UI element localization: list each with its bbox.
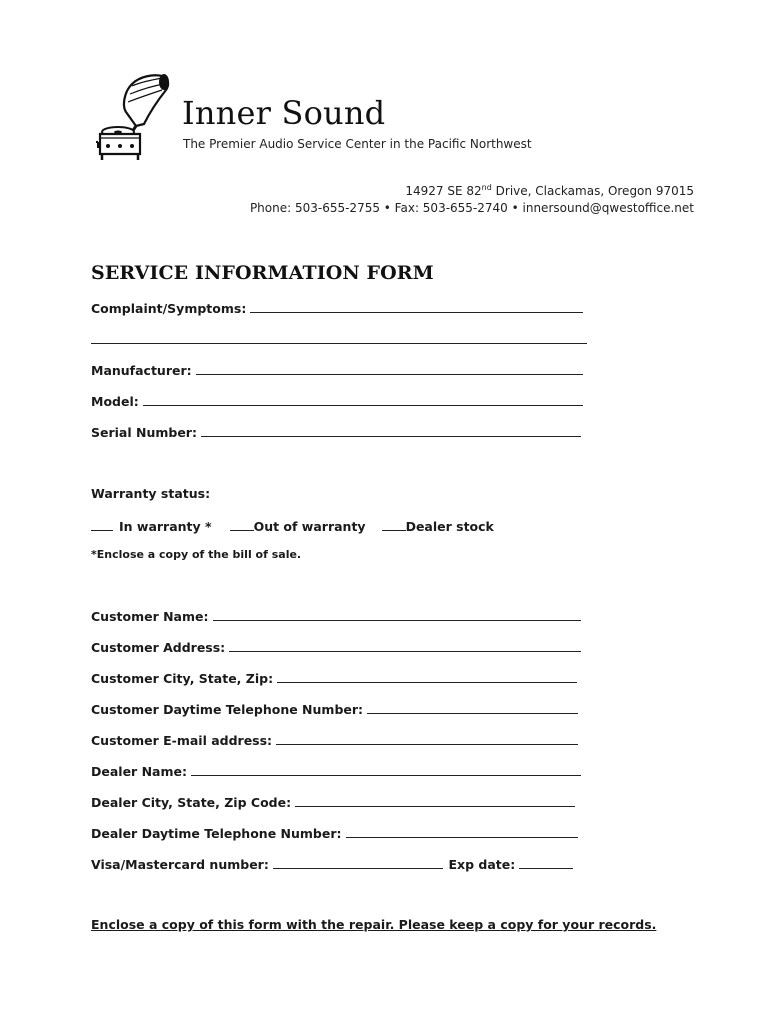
gramophone-icon <box>96 72 176 168</box>
customer-address-field[interactable] <box>91 637 581 655</box>
street-suffix: nd <box>481 183 492 192</box>
customer-address-label: Customer Address: <box>91 640 226 655</box>
brand-tagline: The Premier Audio Service Center in the Pacific Northwest <box>183 137 532 151</box>
dealer-city-label: Dealer City, State, Zip Code: <box>91 795 292 810</box>
card-number-label: Visa/Mastercard number: <box>91 857 269 872</box>
warranty-dealer-label: Dealer stock <box>405 519 494 534</box>
customer-name-line[interactable] <box>213 620 582 621</box>
customer-name-label: Customer Name: <box>91 609 209 624</box>
footer-instructions: Enclose a copy of this form with the repair. Please keep a copy for your records. <box>91 917 657 932</box>
customer-name-field[interactable] <box>91 606 581 624</box>
warranty-options <box>91 516 494 534</box>
customer-email-label: Customer E-mail address: <box>91 733 273 748</box>
manufacturer-field[interactable] <box>91 360 583 378</box>
serial-line[interactable] <box>201 436 581 437</box>
customer-city-label: Customer City, State, Zip: <box>91 671 274 686</box>
warranty-dealer-blank[interactable] <box>382 530 406 531</box>
dealer-phone-line[interactable] <box>346 837 578 838</box>
dealer-city-field[interactable] <box>91 792 575 810</box>
warranty-note: *Enclose a copy of the bill of sale. <box>91 548 302 561</box>
dealer-name-label: Dealer Name: <box>91 764 187 779</box>
serial-label: Serial Number: <box>91 425 197 440</box>
warranty-out-label: Out of warranty <box>253 519 366 534</box>
customer-phone-field[interactable] <box>91 699 578 717</box>
address-line <box>405 184 694 198</box>
warranty-in-blank[interactable] <box>91 530 113 531</box>
dealer-name-line[interactable] <box>191 775 581 776</box>
manufacturer-label: Manufacturer: <box>91 363 192 378</box>
model-field[interactable] <box>91 391 583 409</box>
serial-field[interactable] <box>91 422 581 440</box>
warranty-heading: Warranty status: <box>91 486 211 501</box>
exp-date-line[interactable] <box>519 868 573 869</box>
street-number: 14927 SE 82 <box>405 184 482 198</box>
warranty-out-blank[interactable] <box>230 530 254 531</box>
customer-email-line[interactable] <box>276 744 578 745</box>
model-label: Model: <box>91 394 139 409</box>
warranty-in-label: In warranty * <box>119 519 212 534</box>
customer-address-line[interactable] <box>229 651 581 652</box>
complaint-line-2[interactable] <box>91 343 587 344</box>
manufacturer-line[interactable] <box>196 374 583 375</box>
dealer-name-field[interactable] <box>91 761 581 779</box>
dealer-city-line[interactable] <box>295 806 575 807</box>
complaint-line[interactable] <box>250 312 583 313</box>
customer-phone-label: Customer Daytime Telephone Number: <box>91 702 364 717</box>
complaint-label: Complaint/Symptoms: <box>91 301 247 316</box>
card-number-line[interactable] <box>273 868 443 869</box>
dealer-phone-field[interactable] <box>91 823 578 841</box>
customer-phone-line[interactable] <box>367 713 578 714</box>
street-rest: Drive, Clackamas, Oregon 97015 <box>491 184 694 198</box>
form-title: SERVICE INFORMATION FORM <box>91 262 434 284</box>
exp-date-label: Exp date: <box>448 857 516 872</box>
customer-city-line[interactable] <box>277 682 577 683</box>
model-line[interactable] <box>143 405 583 406</box>
brand-name: Inner Sound <box>182 94 386 132</box>
customer-email-field[interactable] <box>91 730 578 748</box>
complaint-field[interactable] <box>91 298 583 316</box>
dealer-phone-label: Dealer Daytime Telephone Number: <box>91 826 342 841</box>
contact-line: Phone: 503-655-2755 • Fax: 503-655-2740 • innersound@qwestoffice.net <box>249 201 694 215</box>
customer-city-field[interactable] <box>91 668 577 686</box>
payment-row <box>91 854 573 872</box>
